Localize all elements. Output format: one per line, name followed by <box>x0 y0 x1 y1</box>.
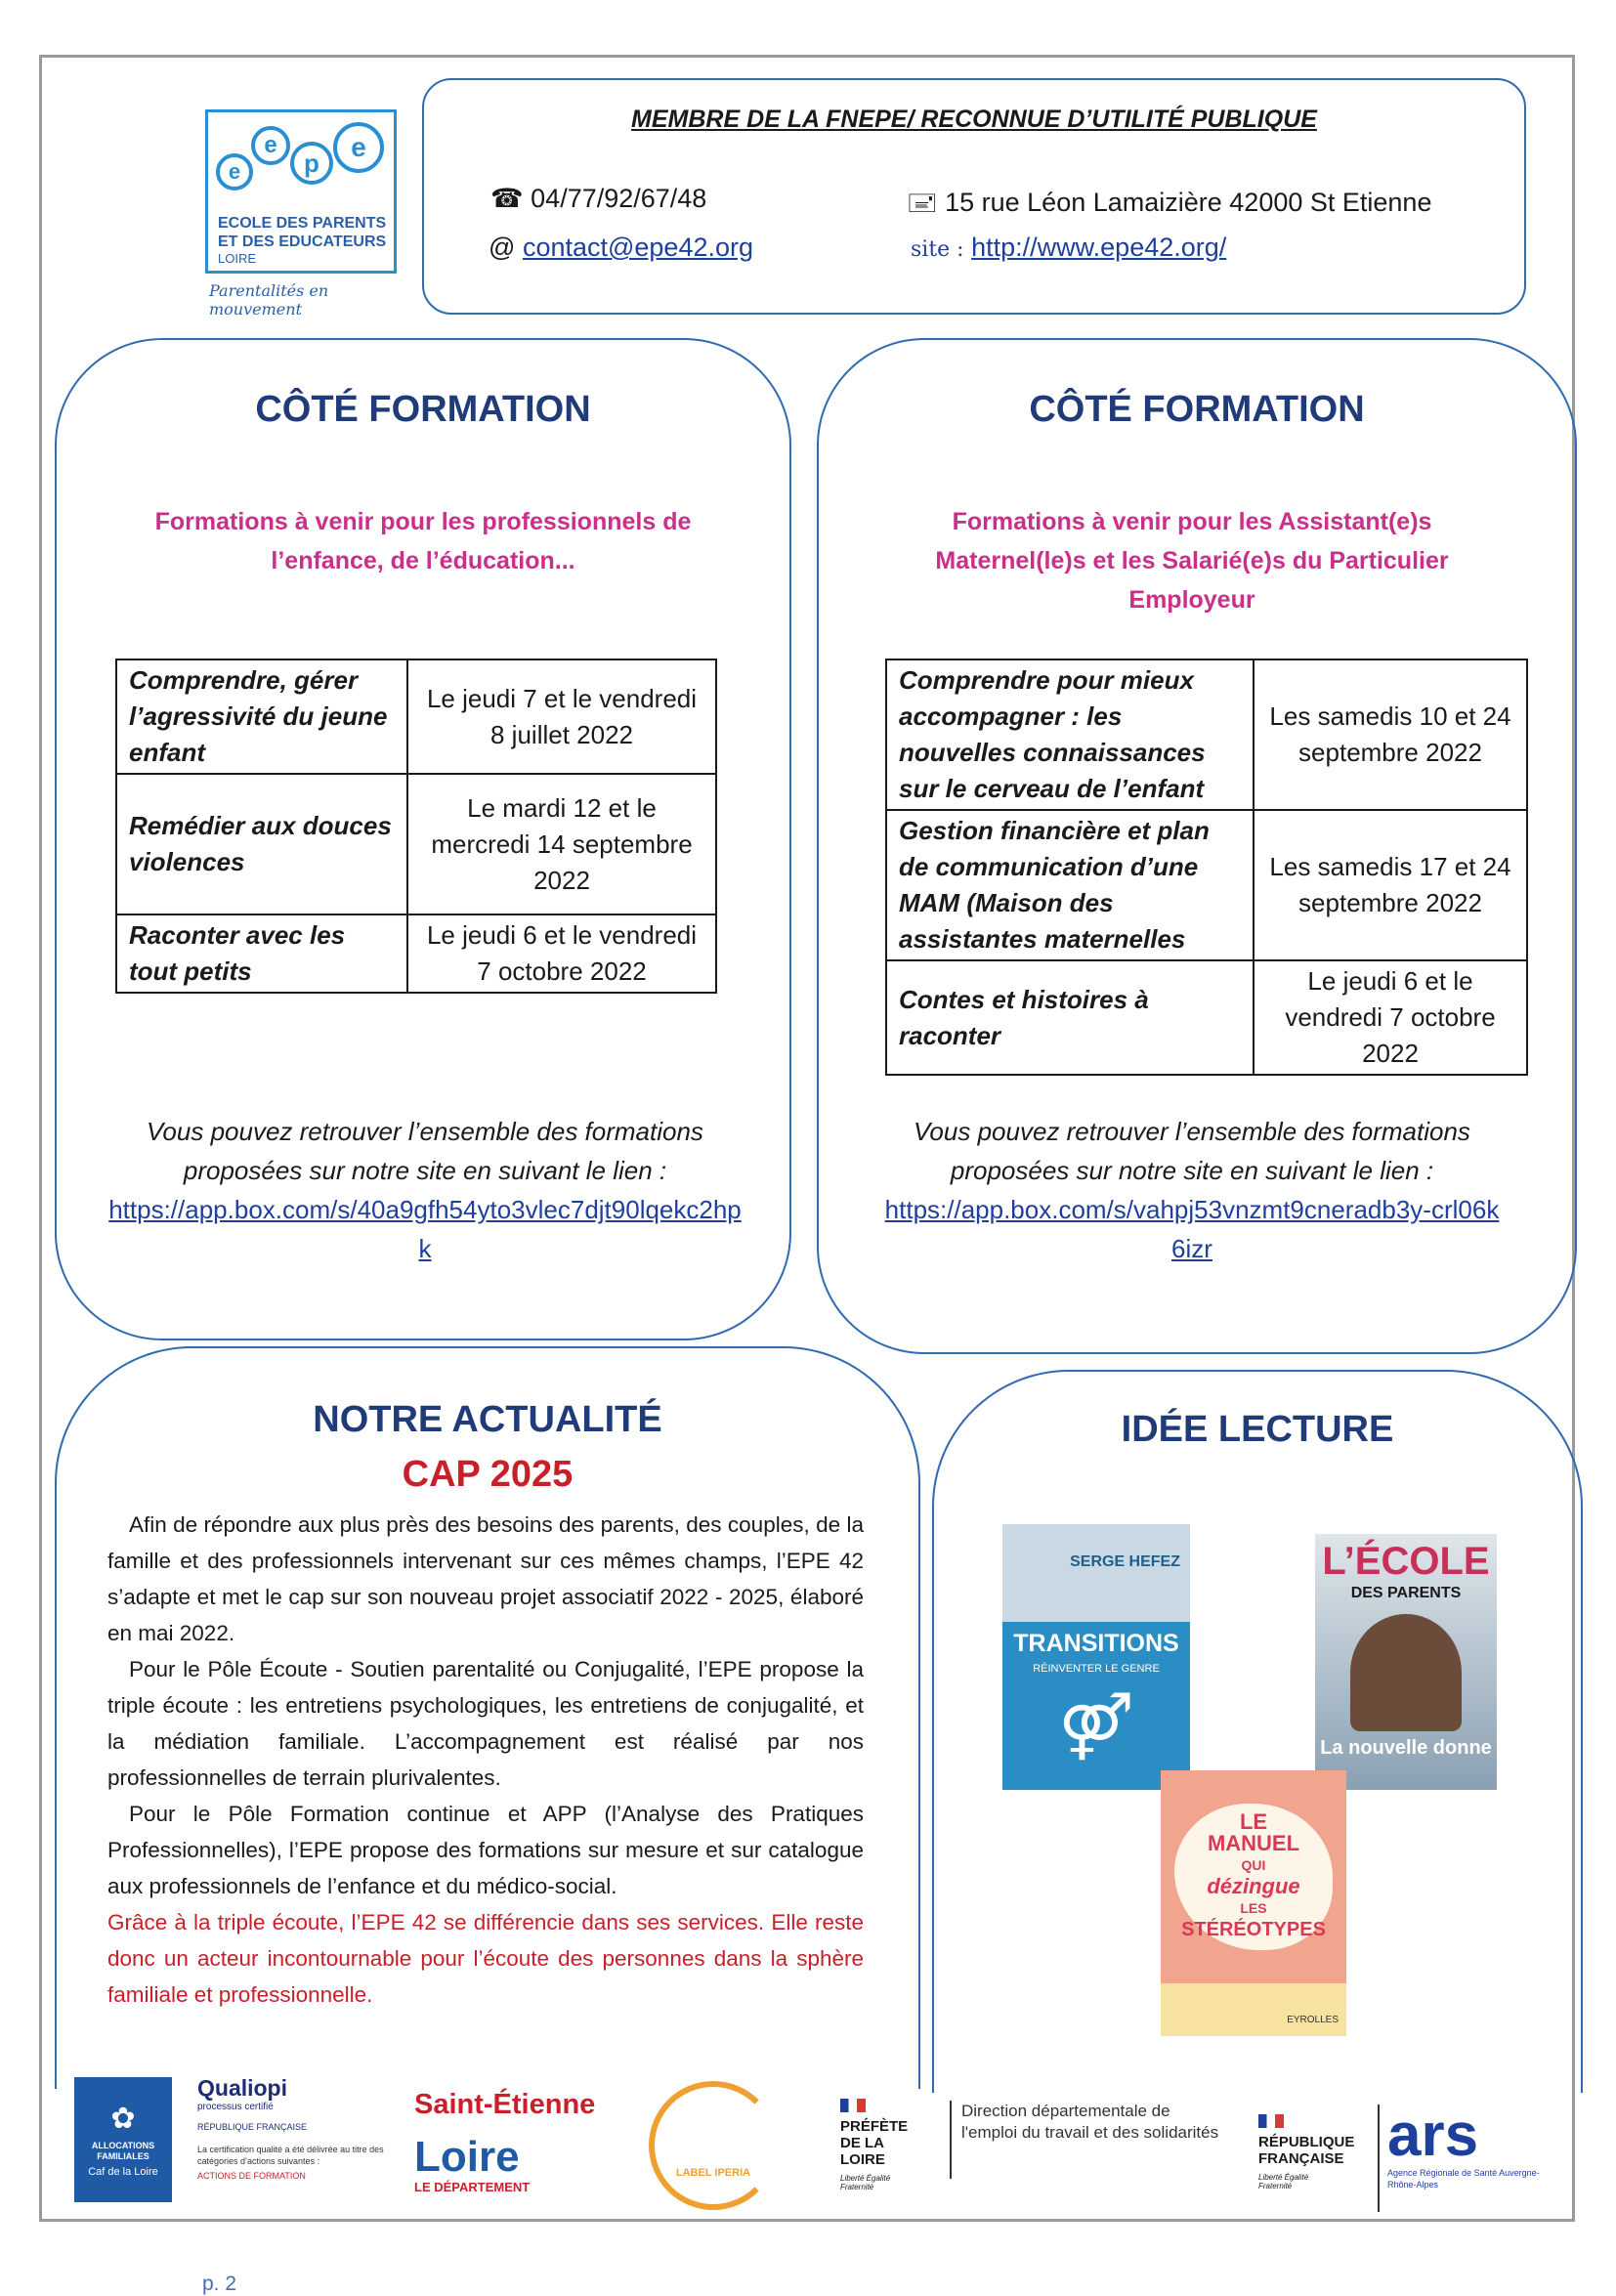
book-transitions-cover <box>1002 1524 1190 1790</box>
book-manuel-stereotypes-cover <box>1161 1770 1346 2036</box>
training-name: Contes et histoires à raconter <box>886 960 1254 1075</box>
logo-region: LOIRE <box>218 251 257 266</box>
training-name: Comprendre, gérer l’agressivité du jeune enfant <box>116 659 407 774</box>
french-flag-icon <box>840 2099 866 2112</box>
republique-francaise-logo: RÉPUBLIQUE FRANÇAISE Liberté Égalité Fraternité <box>1258 2114 1372 2222</box>
logo-bubble-e1: e <box>216 153 253 191</box>
panel-left-footer-link[interactable]: https://app.box.com/s/40a9gfh54yto3vlec7djt90lqekc2hpk <box>108 1195 742 1263</box>
book2-title-top: L’ÉCOLE <box>1322 1540 1490 1583</box>
loire-sub: LE DÉPARTEMENT <box>414 2180 531 2194</box>
panel-left-table <box>115 659 717 994</box>
site-link[interactable]: http://www.epe42.org/ <box>971 233 1227 262</box>
training-date: Le jeudi 6 et le vendredi 7 octobre 2022 <box>1254 960 1527 1075</box>
book1-title: TRANSITIONS <box>1013 1630 1179 1657</box>
panel-right-table <box>885 659 1528 1076</box>
ars-logo <box>1378 2102 1544 2212</box>
book1-author: SERGE HEFEZ <box>1070 1553 1180 1570</box>
training-name: Remédier aux douces violences <box>116 774 407 914</box>
book2-title-mid: DES PARENTS <box>1350 1585 1462 1601</box>
panel-left-footer-text: Vous pouvez retrouver l’ensemble des formations proposées sur notre site en suivant le lien : <box>147 1117 703 1185</box>
news-paragraph-4: Grâce à la triple écoute, l’EPE 42 se différencie dans ses services. Elle reste donc un acteur incontournable pour l’écoute des personnes dans la sphère familiale et professionnelle. <box>107 1910 864 2007</box>
book3-band <box>1161 1983 1346 2036</box>
saint-etienne-loire-logos <box>414 2089 600 2206</box>
epe-logo <box>205 109 397 320</box>
news-paragraph-2: Pour le Pôle Écoute - Soutien parentalité ou Conjugalité, l’EPE propose la triple écoute : les entretiens psychologiques, les entretiens de conjugalité, et la médiation familiale. L’accompagnement est réalisé par nos professionnelles de terrain plurivalentes. <box>107 1657 864 1790</box>
table-row <box>116 774 716 914</box>
panel-left-subtitle: Formations à venir pour les professionnels de l’enfance, de l’éducation... <box>154 508 692 574</box>
table-row <box>886 960 1527 1075</box>
panel-right-footer-link[interactable]: https://app.box.com/s/vahpj53vnzmt9cneradb3y-crl06k6izr <box>884 1195 1500 1263</box>
training-name: Raconter avec les tout petits <box>116 914 407 993</box>
teens-photo <box>1350 1614 1462 1731</box>
page-number: p. 2 <box>202 2273 237 2295</box>
ars-wordmark: ars <box>1387 2102 1479 2169</box>
panel-right-subtitle: Formations à venir pour les Assistant(e)s Maternel(le)s et les Salarié(e)s du Particulier Employeur <box>935 508 1449 614</box>
header-title: MEMBRE DE LA FNEPE/ RECONNUE D’UTILITÉ PUBLIQUE <box>631 106 1317 133</box>
training-date: Le mardi 12 et le mercredi 14 septembre 2022 <box>407 774 716 914</box>
table-row <box>886 810 1527 960</box>
table-row <box>886 659 1527 810</box>
training-date: Le jeudi 7 et le vendredi 8 juillet 2022 <box>407 659 716 774</box>
table-row <box>116 914 716 993</box>
book3-publisher: EYROLLES <box>1287 2015 1339 2025</box>
phone-icon: ☎ <box>490 184 524 213</box>
logo-box <box>205 109 397 274</box>
book1-subtitle: RÉINVENTER LE GENRE <box>1033 1663 1160 1675</box>
panel-left-title: CÔTÉ FORMATION <box>255 389 591 430</box>
reading-title: IDÉE LECTURE <box>1121 1409 1394 1450</box>
site-label: site : <box>911 237 964 262</box>
address-text: 15 rue Léon Lamaizière 42000 St Etienne <box>945 188 1432 217</box>
loire-logo: Loire <box>414 2133 520 2181</box>
ddets-logo: Direction départementale de l'emploi du travail et des solidarités <box>950 2101 1225 2179</box>
ars-sub: Agence Régionale de Santé Auvergne-Rhône-Alpes <box>1387 2168 1540 2190</box>
address-line <box>907 184 1431 229</box>
prefete-logo: PRÉFÈTE DE LA LOIRE Liberté Égalité Fraternité <box>840 2099 928 2222</box>
training-date: Le jeudi 6 et le vendredi 7 octobre 2022 <box>407 914 716 993</box>
panel-right-title: CÔTÉ FORMATION <box>1029 389 1365 430</box>
mail-icon: 🖃 <box>907 188 938 217</box>
news-paragraph-1: Afin de répondre aux plus près des besoins des parents, des couples, de la famille et des professionnels intervenant sur ces mêmes champs, l’EPE 42 s’adapte et met le cap sur son nouveau projet associatif 2022 - 2025, élaboré en mai 2022. <box>107 1512 864 1645</box>
at-icon: @ <box>489 233 516 262</box>
site-line <box>911 233 1226 263</box>
gender-symbol-icon: ⚤ <box>1058 1689 1134 1762</box>
training-date: Les samedis 10 et 24 septembre 2022 <box>1254 659 1527 810</box>
logo-name: ECOLE DES PARENTS ET DES EDUCATEURS <box>218 215 387 250</box>
email-line <box>489 233 753 263</box>
caf-emblem-icon: ✿ <box>110 2102 136 2135</box>
iperia-logo <box>649 2081 778 2210</box>
saint-etienne-logo: Saint-Étienne <box>414 2089 596 2120</box>
phone-line <box>490 184 706 214</box>
caf-logo: ✿ ALLOCATIONS FAMILIALES Caf de la Loire <box>74 2077 172 2202</box>
email-link[interactable]: contact@epe42.org <box>522 233 754 262</box>
book2-subtitle: La nouvelle donne <box>1320 1737 1492 1759</box>
iperia-label: LABEL IPERIA <box>675 2167 751 2179</box>
logo-bubble-e2: e <box>251 126 290 165</box>
news-title: NOTRE ACTUALITÉ <box>313 1399 662 1440</box>
book-ecole-des-parents-cover <box>1315 1534 1497 1790</box>
table-row <box>116 659 716 774</box>
author-photo <box>1002 1524 1190 1622</box>
training-date: Les samedis 17 et 24 septembre 2022 <box>1254 810 1527 960</box>
book3-title: LE MANUEL QUI dézingue LES STÉRÉOTYPES <box>1181 1809 1326 1940</box>
french-flag-icon <box>1258 2114 1284 2128</box>
training-name: Gestion financière et plan de communication d’une MAM (Maison des assistantes maternelles <box>886 810 1254 960</box>
phone-number: 04/77/92/67/48 <box>531 184 707 213</box>
logo-bubble-p: p <box>290 142 333 185</box>
panel-right-footer-text: Vous pouvez retrouver l’ensemble des formations proposées sur notre site en suivant le lien : <box>914 1117 1470 1185</box>
training-name: Comprendre pour mieux accompagner : les nouvelles connaissances sur le cerveau de l’enfant <box>886 659 1254 810</box>
news-subtitle: CAP 2025 <box>402 1454 574 1495</box>
news-paragraph-3: Pour le Pôle Formation continue et APP (l’Analyse des Pratiques Professionnelles), l’EPE propose des formations sur mesure et sur catalogue aux professionnels de l’enfance et du médico-social. <box>107 1802 864 1898</box>
qualiopi-logo: Qualiopi processus certifié RÉPUBLIQUE FRANÇAISE La certification qualité a été délivrée au titre des catégories d’actions suivantes : ACTIONS DE FORMATION <box>197 2075 384 2181</box>
logo-slogan: Parentalités en mouvement <box>209 281 329 319</box>
logo-bubble-e3: e <box>333 122 384 173</box>
